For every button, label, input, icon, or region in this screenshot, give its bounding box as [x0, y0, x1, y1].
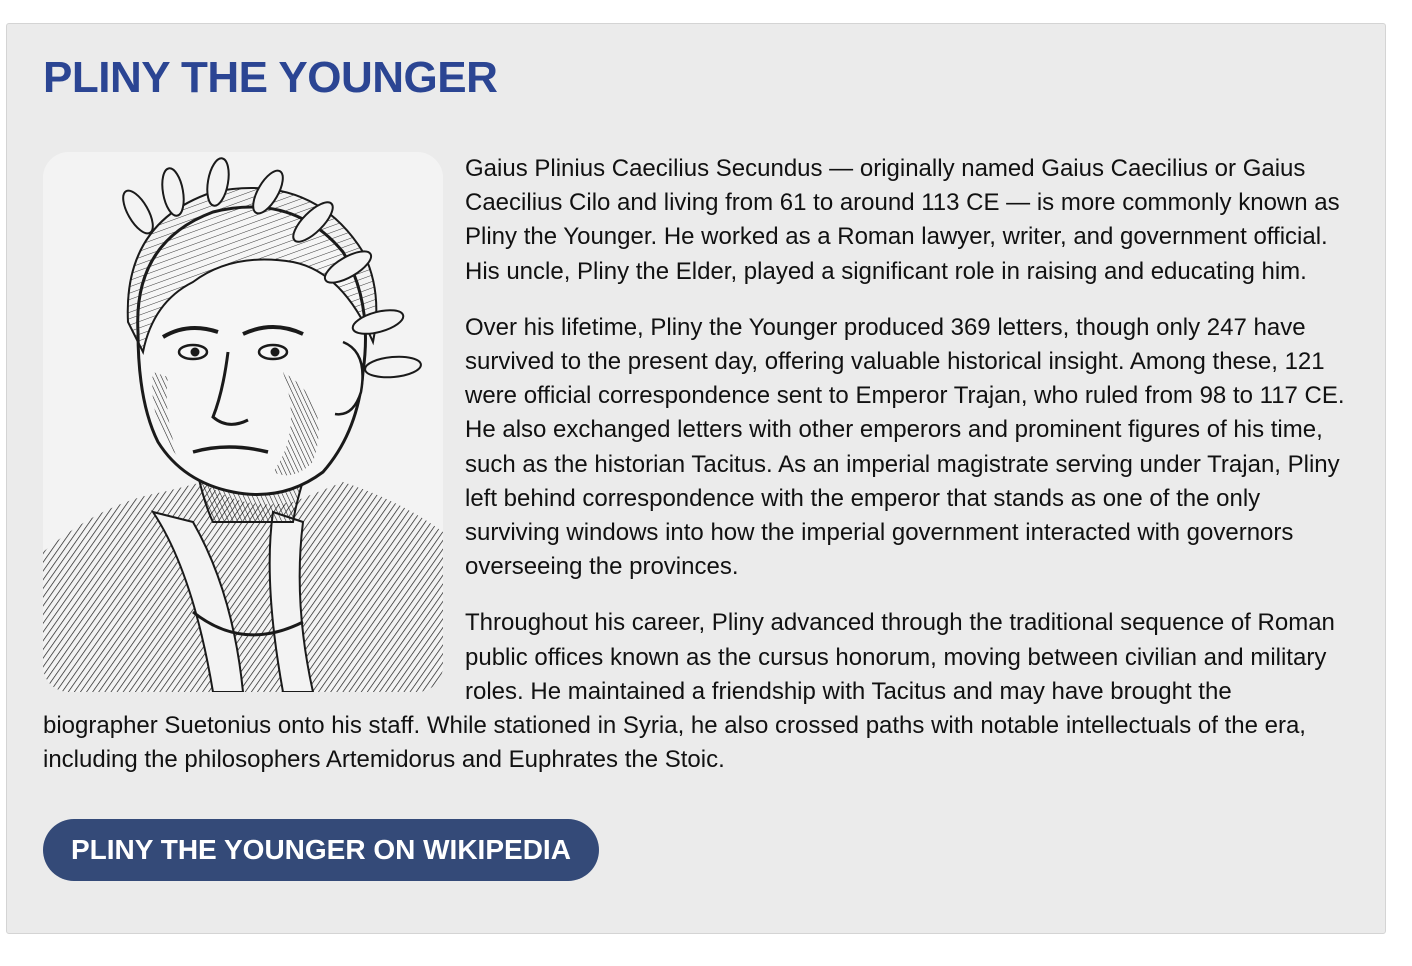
page-title: PLINY THE YOUNGER [43, 53, 498, 102]
biography-card [6, 23, 1386, 934]
paragraph-career: Throughout his career, Pliny advanced through the traditional sequence of Roman public offices known as the cursus honorum, moving between civilian and military roles. He maintained a friendship with Tacitus and may have brought the biographer Suetonius onto his staff. While stationed in Syria, he also crossed paths with notable intellectuals of the era, including the philosophers Artemidorus and Euphrates the Stoic. [43, 609, 1335, 774]
portrait-image [43, 152, 443, 692]
biography-content [43, 152, 1351, 881]
paragraph-letters: Over his lifetime, Pliny the Younger produced 369 letters, though only 247 have survived to the present day, offering valuable historical insight. Among these, 121 were official correspondence sent to Emperor Trajan, who ruled from 98 to 117 CE. He also exchanged letters with other emperors and prominent figures of his time, such as the historian Tacitus. As an imperial magistrate serving under Trajan, Pliny left behind correspondence with the emperor that stands as one of the only surviving windows into how the imperial government interacted with governors overseeing the provinces. [465, 313, 1345, 581]
paragraph-intro: Gaius Plinius Caecilius Secundus — originally named Gaius Caecilius or Gaius Caecilius Cilo and living from 61 to around 113 CE — is more commonly known as Pliny the Younger. He worked as a Roman lawyer, writer, and government official. His uncle, Pliny the Elder, played a significant role in raising and educating him. [465, 155, 1340, 285]
wikipedia-link-button[interactable]: PLINY THE YOUNGER ON WIKIPEDIA [43, 819, 599, 881]
portrait-engraving [43, 152, 443, 692]
